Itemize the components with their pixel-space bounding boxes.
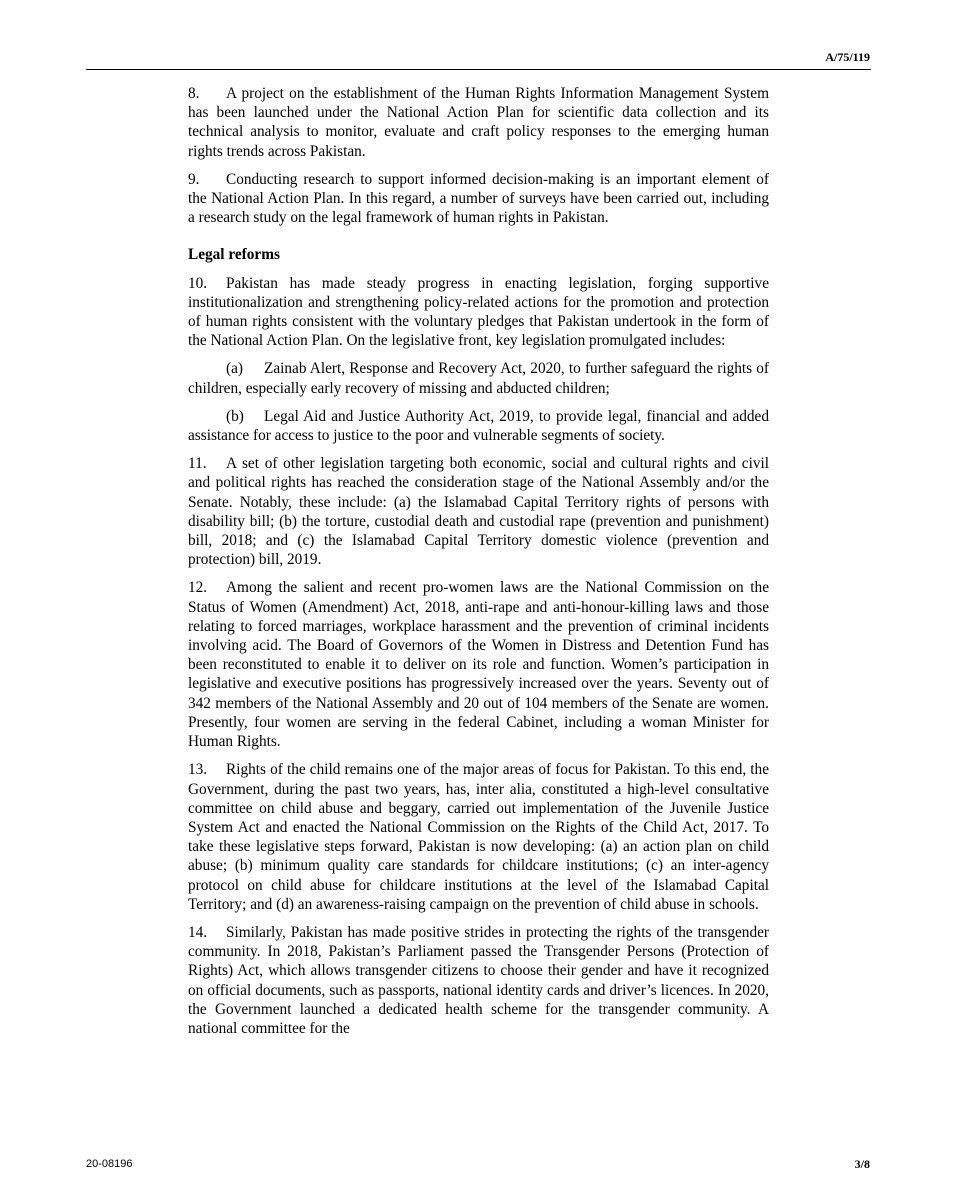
paragraph-text: Rights of the child remains one of the major areas of focus for Pakistan. To this end, the Government, during the past two years, has, inter alia, constituted a high-level consultative committee on child abuse and beggary, carried out implementation of the Juvenile Justice System Act and enacted the National Commission on the Rights of the Child Act, 2017. To take these legislative steps forward, Pakistan is now developing: (a) an action plan on child abuse; (b) minimum quality care standards for childcare institutions; (c) an inter-agency protocol on child abuse for childcare institutions at the level of the Islamabad Capital Territory; and (d) an awareness-raising campaign on the prevention of child abuse in schools.: [188, 761, 769, 913]
subitem-text: Zainab Alert, Response and Recovery Act, 2020, to further safeguard the rights of children, especially early recovery of missing and abducted children;: [188, 360, 769, 397]
paragraph-number: 8.: [188, 85, 200, 102]
section-heading: Legal reforms: [188, 246, 280, 264]
paragraph-14: [188, 923, 769, 1038]
paragraph-13: [188, 760, 769, 914]
paragraph-number: 10.: [188, 274, 208, 292]
paragraph-text: Conducting research to support informed decision-making is an important element of the National Action Plan. In this regard, a number of surveys have been carried out, including a research study on the legal framework of human rights in Pakistan.: [188, 170, 769, 227]
paragraph-number: 13.: [188, 761, 208, 779]
paragraph-number: 11.: [188, 455, 207, 473]
document-symbol: A/75/119: [825, 50, 870, 64]
paragraph-11: [188, 454, 769, 569]
paragraph-number: 12.: [188, 579, 208, 597]
paragraph-12: [188, 578, 769, 751]
paragraph-text: Among the salient and recent pro-women laws are the National Commission on the Status of Women (Amendment) Act, 2018, anti-rape and anti-honour-killing laws and those relating to forced marriages, workplace harassment and the prevention of criminal incidents involving acid. The Board of Governors of the Women in Distress and Detention Fund has been reconstituted to enable it to deliver on its role and function. Women’s participation in legislative and executive positions has progressively increased over the years. Seventy out of 342 members of the National Assembly and 20 out of 104 members of the Senate are women. Presently, four women are serving in the federal Cabinet, including a woman Minister for Human Rights.: [188, 579, 769, 751]
subitem-letter: (b): [226, 407, 244, 425]
document-number: 20-08196: [86, 1158, 133, 1170]
header-rule: [86, 69, 871, 70]
paragraph-number: 14.: [188, 923, 208, 941]
subitem-text: Legal Aid and Justice Authority Act, 2019, to provide legal, financial and added assistance for access to justice to the poor and vulnerable segments of society.: [188, 407, 769, 445]
document-body: [188, 84, 769, 1047]
paragraph-10: [188, 274, 769, 351]
subitem-letter: (a): [226, 360, 243, 378]
paragraph-number: 9.: [188, 170, 200, 188]
paragraph-text: A project on the establishment of the Human Rights Information Management System has been launched under the National Action Plan for scientific data collection and its technical analysis to monitor, evaluate and craft policy responses to the emerging human rights trends across Pakistan.: [188, 85, 769, 160]
paragraph-9: [188, 170, 769, 228]
page-number: 3/8: [854, 1157, 870, 1171]
paragraph-8: [188, 84, 769, 161]
paragraph-text: Similarly, Pakistan has made positive strides in protecting the rights of the transgender community. In 2018, Pakistan’s Parliament passed the Transgender Persons (Protection of Rights) Act, which allows transgender citizens to choose their gender and have it recognized on official documents, such as passports, national identity cards and driver’s licences. In 2020, the Government launched a dedicated health scheme for the transgender community. A national committee for the: [188, 923, 769, 1037]
paragraph-text: Pakistan has made steady progress in enacting legislation, forging supportive institutionalization and strengthening policy-related actions for the promotion and protection of human rights consistent with the voluntary pledges that Pakistan undertook in the form of the National Action Plan. On the legislative front, key legislation promulgated includes:: [188, 274, 769, 350]
paragraph-text: A set of other legislation targeting both economic, social and cultural rights and civil and political rights has reached the consideration stage of the National Assembly and/or the Senate. Notably, these include: (a) the Islamabad Capital Territory rights of persons with disability bill; (b) the torture, custodial death and custodial rape (prevention and punishment) bill, 2018; and (c) the Islamabad Capital Territory domestic violence (prevention and protection) bill, 2019.: [188, 455, 769, 569]
subitem-a: [188, 359, 769, 397]
subitem-b: [188, 407, 769, 445]
